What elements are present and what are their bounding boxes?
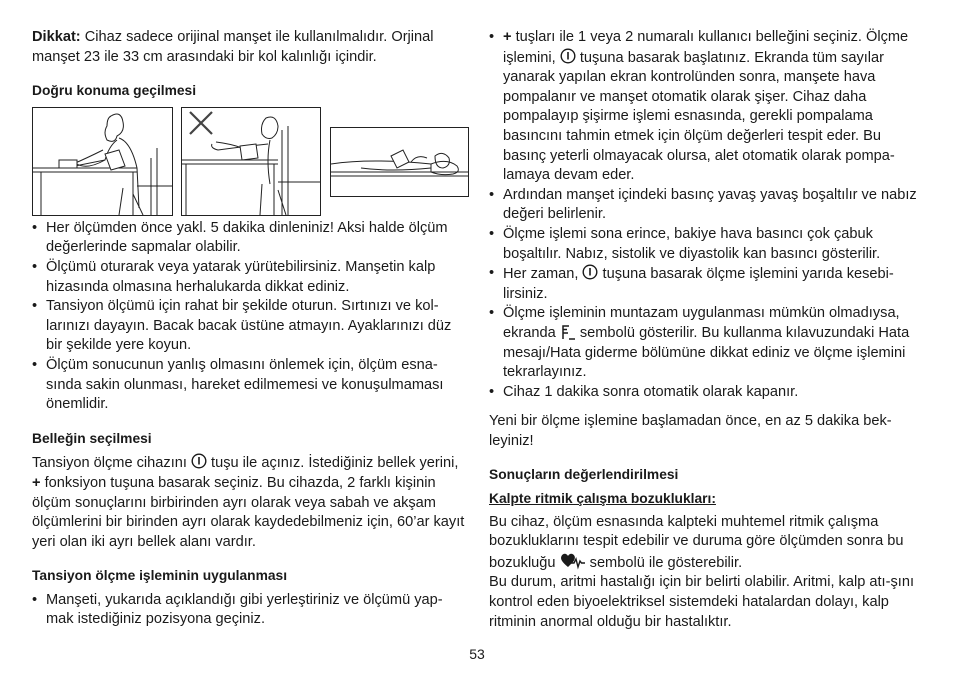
list-item (489, 28, 925, 186)
plus-icon: + (503, 29, 512, 45)
memory-heading: Belleğin seçilmesi (32, 430, 152, 446)
measure-bullet-list (32, 591, 468, 630)
warning-label: Dikkat: (32, 29, 81, 45)
power-icon (191, 453, 207, 469)
procedure-bullet-list (489, 28, 925, 402)
list-item: • Manşeti, yukarıda açıklandığı gibi yerleştiriniz ve ölçümü yap-mak istediğiniz pozisyona geçiniz. (32, 591, 468, 630)
memory-paragraph (32, 453, 468, 552)
arrhythmia-heart-icon (560, 552, 586, 570)
arrhythmia-paragraph (489, 513, 925, 633)
page-number: 53 (469, 646, 485, 662)
warning-paragraph (32, 28, 468, 67)
list-item (489, 264, 925, 304)
warning-text: Cihaz sadece orijinal manşet ile kullanılmalıdır. Orjinal manşet 23 ile 33 cm arasındaki bir kol kalınlığı içindir. (32, 29, 434, 65)
list-item: • Tansiyon ölçümü için rahat bir şekilde oturun. Sırtınızı ve kol-larınızı dayayın. Bacak bacak üstüne atmayın. Ayaklarınızı düz bir şekilde yere koyun. (32, 297, 468, 356)
cross-icon (190, 112, 212, 134)
plus-icon: + (32, 474, 41, 491)
incorrect-posture-illustration (181, 107, 321, 216)
memory-text-part: Tansiyon ölçme cihazını (32, 455, 191, 472)
arrhythmia-text: Bu durum, aritmi hastalığı için bir belirti olabilir. Aritmi, kalp atı-şını kontrol eden biyoelektriksel sistemdeki hatalardan dolayı, kalp ritminin anormal olduğu bir hastalıktır. (489, 574, 914, 630)
right-column (489, 28, 925, 632)
results-heading: Sonuçların değerlendirilmesi (489, 467, 679, 483)
arrhythmia-heading: Kalpte ritmik çalışma bozuklukları: (489, 491, 716, 507)
power-icon (582, 264, 598, 280)
position-bullet-list (32, 219, 468, 415)
posture-illustrations (32, 107, 468, 219)
arrhythmia-text: sembolü ile gösterebilir. (585, 554, 743, 571)
list-item: • Ölçüm sonucunun yanlış olmasını önlemek için, ölçüm esna-sında sakin olunması, hareket edilmemesi ve konuşulmaması önemlidir. (32, 356, 468, 415)
list-item: • Cihaz 1 dakika sonra otomatik olarak kapanır. (489, 383, 925, 403)
list-text: tuşuna basarak başlatınız. Ekranda tüm sayılar yanarak yapılan ekran kontrolünden sonra, manşete hava pompalanır ve manşet otomatik olarak şişer. Cihaz daha pompalayıp şişirme işlemi esnasında, gerekli pompalama basıncını tahmin etmek için ölçüm değerleri tespit eder. Bu basınç yeterli olmayacak olursa, alet otomatik olarak pompa-lamaya devam eder. (503, 49, 895, 184)
memory-text-part: fonksiyon tuşuna basarak seçiniz. Bu cihazda, 2 farklı kişinin ölçüm sonuçlarını birbirinden ayrı olarak veya sabah ve akşam ölçümlerini bir birinden ayrı olarak kaydedebilmeniz için, 60’ar kayıt yeri olan iki ayrı bellek alanı vardır. (32, 474, 465, 550)
arrhythmia-text: Bu cihaz, ölçüm esnasında kalpteki muhtemel ritmik çalışma bozukluklarını tespit edebilir ve duruma göre ölçümden sonra bu bozukluğu (489, 513, 904, 571)
measure-heading: Tansiyon ölçme işleminin uygulanması (32, 568, 288, 584)
memory-text-part: tuşu ile açınız. İstediğiniz bellek yerini, (206, 455, 459, 472)
list-item: • Her ölçümden önce yakl. 5 dakika dinleniniz! Aksi halde ölçüm değerlerinde sapmalar olabilir. (32, 219, 468, 258)
list-item (489, 304, 925, 382)
seated-correct-illustration (32, 107, 173, 216)
error-e-icon (560, 324, 576, 340)
list-text: Ölçme işleminin muntazam uygulanması mümkün olmadıysa, ekranda (503, 305, 900, 341)
left-column (32, 28, 468, 630)
list-item: • Ardından manşet içindeki basınç yavaş yavaş boşaltılır ve nabız değeri belirlenir. (489, 186, 925, 225)
list-text: tuşuna basarak ölçme işlemini yarıda kesebi-lirsiniz. (503, 266, 894, 302)
list-item: • Ölçme işlemi sona erince, bakiye hava basıncı çok çabuk boşaltılır. Nabız, sistolik ve diyastolik kan basıncı gösterilir. (489, 225, 925, 264)
list-text: tuşları ile 1 veya 2 numaralı kullanıcı belleğini seçiniz. Ölçme işlemini, (503, 29, 909, 66)
position-heading: Doğru konuma geçilmesi (32, 83, 197, 99)
list-item: • Ölçümü oturarak veya yatarak yürütebilirsiniz. Manşetin kalp hizasında olmasına herhalukarda dikkat ediniz. (32, 258, 468, 297)
rest-note: Yeni bir ölçme işlemine başlamadan önce, en az 5 dakika bek-leyiniz! (489, 413, 892, 449)
power-icon (560, 48, 576, 64)
list-text: Her zaman, (503, 266, 583, 283)
list-text: sembolü gösterilir. Bu kullanma kılavuzundaki Hata mesajı/Hata giderme bölümüne dikkat ediniz ve ölçme işlemini tekrarlayınız. (503, 324, 910, 381)
lying-posture-illustration (330, 127, 469, 197)
